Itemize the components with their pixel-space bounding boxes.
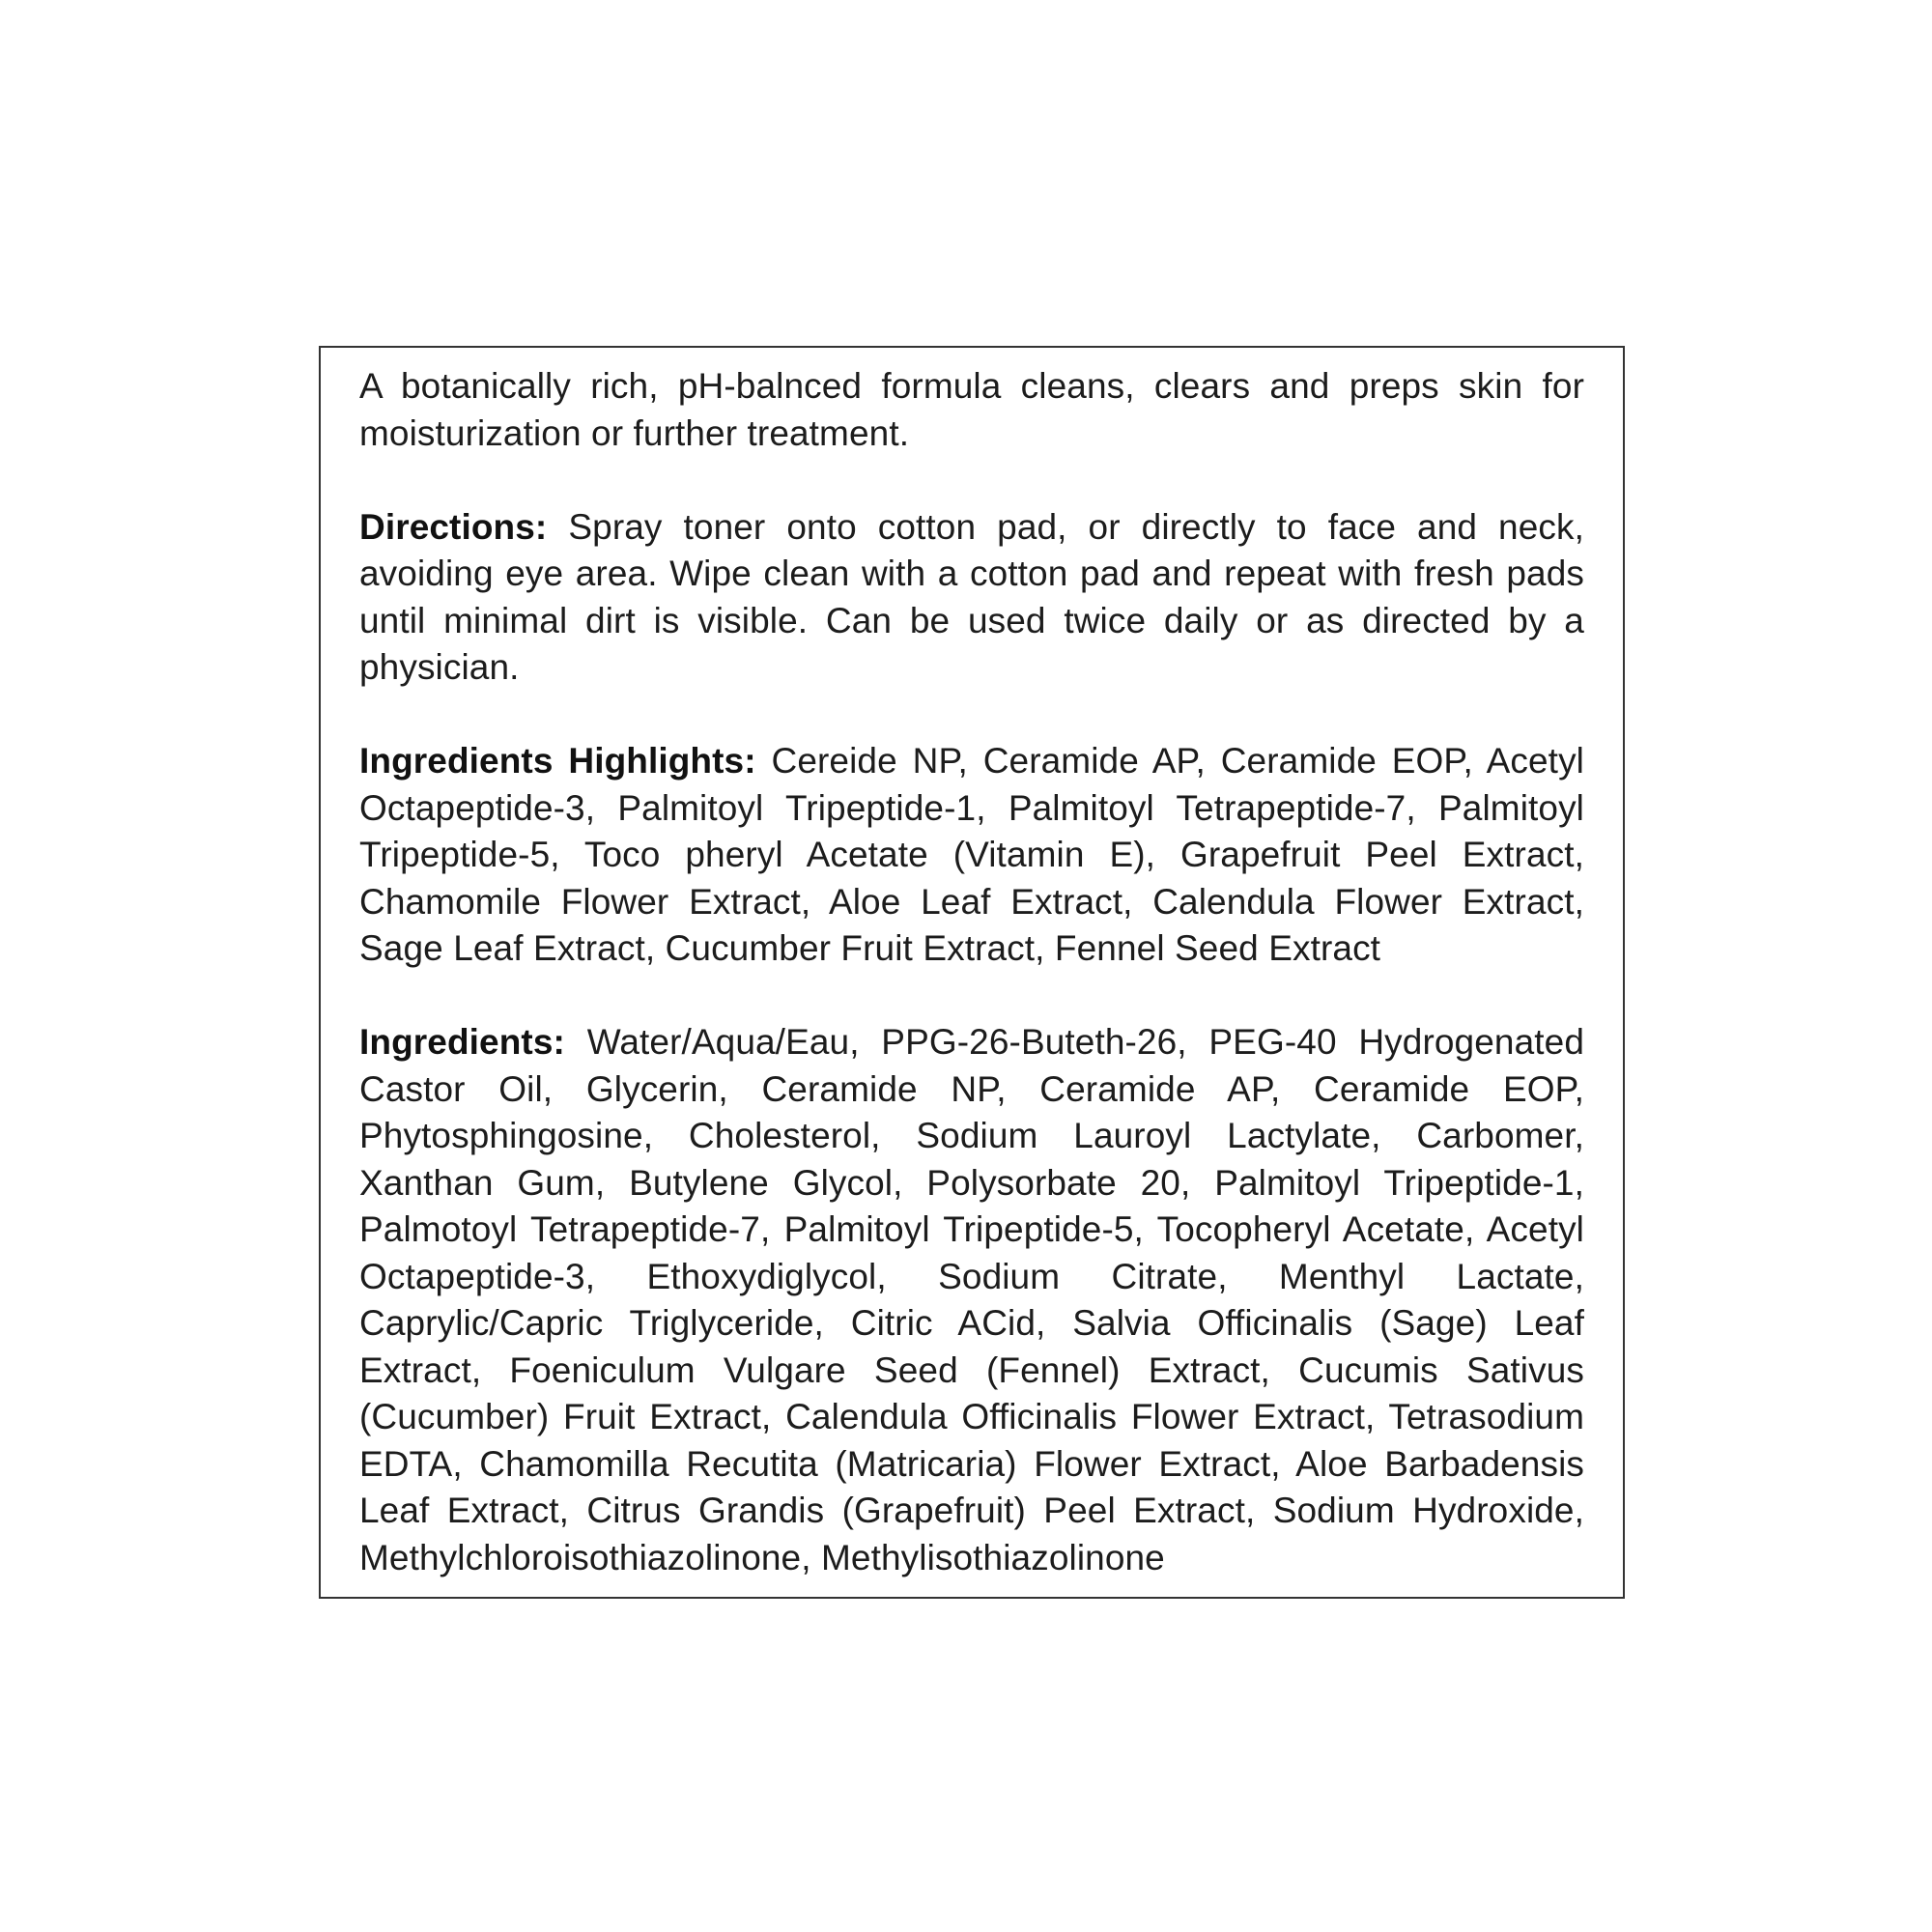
intro-paragraph [359,363,1584,457]
ingredients-highlights-text: Cereide NP, Ceramide AP, Ceramide EOP, Acetyl Octapeptide-3, Palmitoyl Tripeptide-1, Palmitoyl Tetrapeptide-7, Palmitoyl Tripeptide-5, Toco pheryl Acetate (Vitamin E), Grapefruit Peel Extract, Chamomile Flower Extract, Aloe Leaf Extract, Calendula Flower Extract, Sage Leaf Extract, Cucumber Fruit Extract, Fennel Seed Extract [359,741,1584,968]
intro-text: A botanically rich, pH-balnced formula cleans, clears and preps skin for moisturization or further treatment. [359,366,1584,453]
ingredients-paragraph [359,1019,1584,1581]
directions-heading: Directions: [359,506,548,547]
directions-text: Spray toner onto cotton pad, or directly to face and neck, avoiding eye area. Wipe clean with a cotton pad and repeat with fresh pads until minimal dirt is visible. Can be used twice daily or as directed by a physician. [359,506,1584,687]
ingredients-highlights-paragraph [359,738,1584,973]
ingredients-highlights-heading: Ingredients Highlights: [359,741,756,781]
product-label-box [319,346,1625,1599]
ingredients-heading: Ingredients: [359,1022,565,1062]
directions-paragraph [359,504,1584,692]
ingredients-text: Water/Aqua/Eau, PPG-26-Buteth-26, PEG-40 Hydrogenated Castor Oil, Glycerin, Ceramide NP, Ceramide AP, Ceramide EOP, Phytosphingosine, Cholesterol, Sodium Lauroyl Lactylate, Carbomer, Xanthan Gum, Butylene Glycol, Polysorbate 20, Palmitoyl Tripeptide-1, Palmotoyl Tetrapeptide-7, Palmitoyl Tripeptide-5, Tocopheryl Acetate, Acetyl Octapeptide-3, Ethoxydiglycol, Sodium Citrate, Menthyl Lactate, Caprylic/Capric Triglyceride, Citric ACid, Salvia Officinalis (Sage) Leaf Extract, Foeniculum Vulgare Seed (Fennel) Extract, Cucumis Sativus (Cucumber) Fruit Extract, Calendula Officinalis Flower Extract, Tetrasodium EDTA, Chamomilla Recutita (Matricaria) Flower Extract, Aloe Barbadensis Leaf Extract, Citrus Grandis (Grapefruit) Peel Extract, Sodium Hydroxide, Methylchloroisothiazolinone, Methylisothiazolinone [359,1022,1584,1577]
